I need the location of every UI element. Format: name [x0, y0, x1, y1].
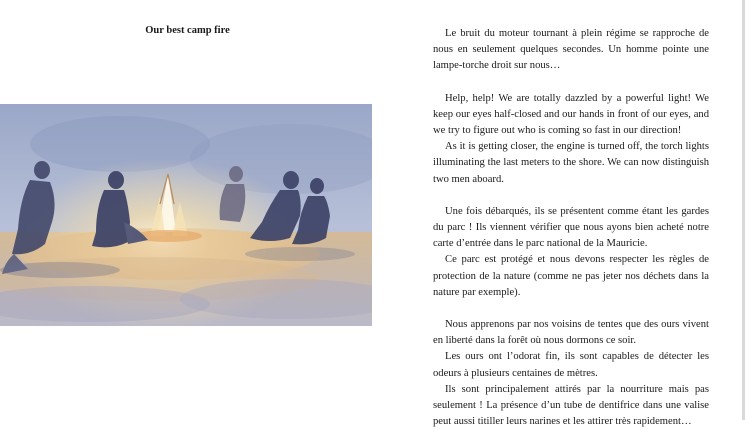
- right-page: [405, 0, 745, 428]
- story-text: [433, 26, 709, 430]
- paragraph: As it is getting closer, the engine is turned off, the torch lights illuminating the last meters to the shore. We can now distinguish two men aboard.: [433, 141, 709, 185]
- paragraph-gap: [433, 301, 709, 317]
- paragraph-gap: [433, 75, 709, 91]
- paragraph: Help, help! We are totally dazzled by a powerful light! We keep our eyes half-closed and our hands in front of our eyes, and we try to figure out who is coming so fast in our direction!: [433, 92, 709, 137]
- page-title: Our best camp fire: [145, 25, 230, 36]
- campfire-watercolor-illustration: [0, 104, 372, 326]
- paragraph-gap: [433, 188, 709, 204]
- paragraph: Nous apprenons par nos voisins de tentes que des ours vivent en liberté dans la forêt où nous dormons ce soir.: [433, 319, 709, 347]
- paragraph: Le bruit du moteur tournant à plein régime se rapproche de nous en seulement quelques secondes. Un homme pointe une lampe-torche droit sur nous…: [433, 28, 709, 72]
- paragraph: Les ours ont l’odorat fin, ils sont capables de détecter les odeurs à plusieurs centaines de mètres.: [433, 351, 709, 379]
- paragraph: Ce parc est protégé et nous devons respecter les règles de protection de la nature (comme ne pas jeter nos déchets dans la nature par exemple).: [433, 254, 709, 298]
- paragraph: Une fois débarqués, ils se présentent comme étant les gardes du parc ! Ils viennent vérifier que nous ayons bien acheté notre carte d’entrée dans le parc national de la Mauricie.: [433, 205, 709, 250]
- paragraph: Ils sont principalement attirés par la nourriture mais pas seulement ! La présence d’un tube de dentifrice dans une valise peut aussi titiller leurs narines et les attirer très rapidement…: [433, 383, 709, 428]
